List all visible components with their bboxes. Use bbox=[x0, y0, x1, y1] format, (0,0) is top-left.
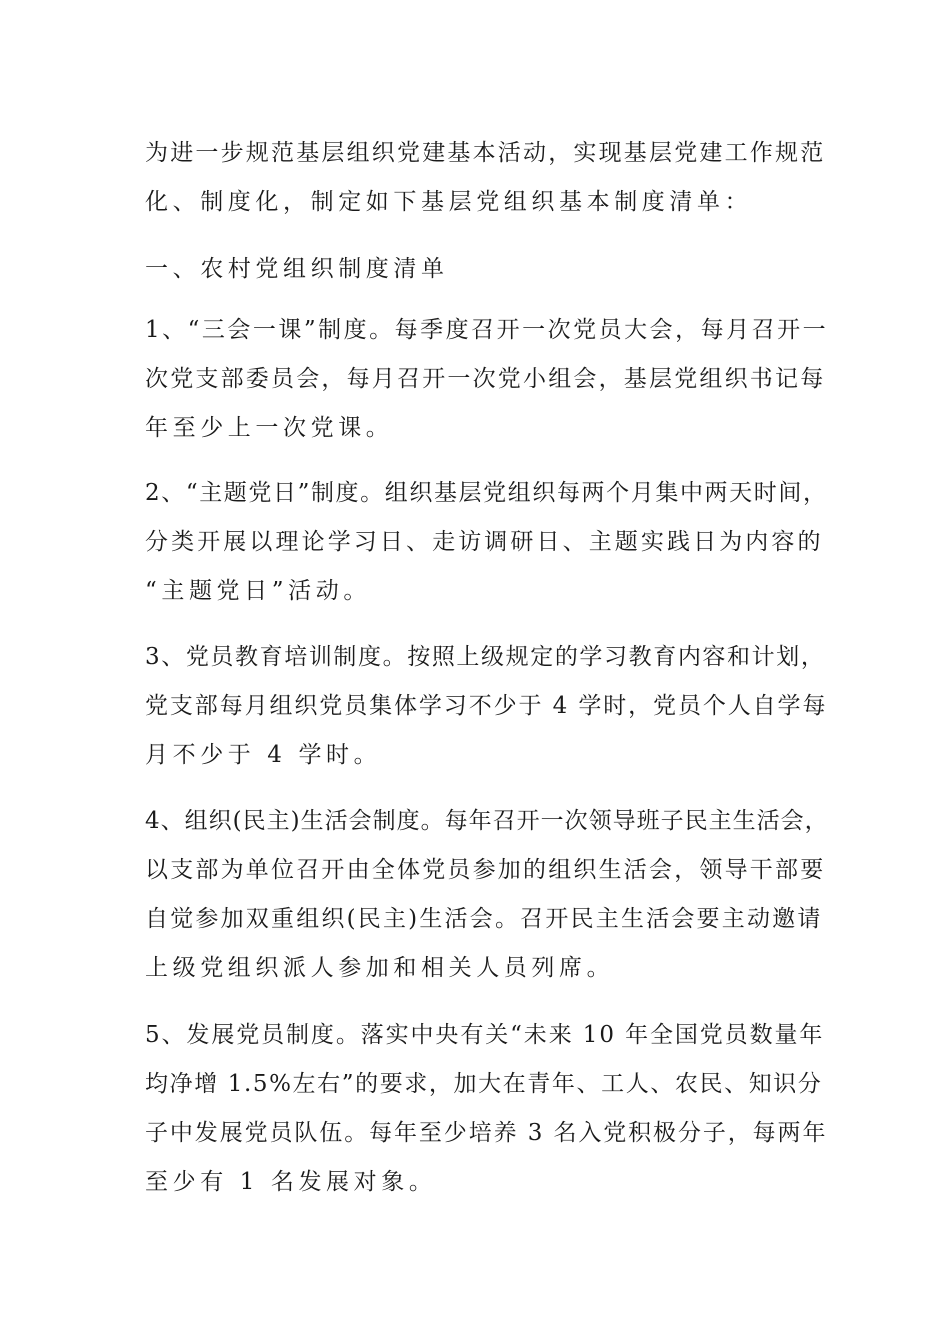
item-line: 3、党员教育培训制度。按照上级规定的学习教育内容和计划， bbox=[145, 644, 826, 670]
item-line: 4、组织(民主)生活会制度。每年召开一次领导班子民主生活会， bbox=[145, 808, 829, 834]
item-line: 至少有 1 名发展对象。 bbox=[145, 1169, 437, 1195]
section-heading: 一、农村党组织制度清单 bbox=[145, 256, 449, 282]
item-line: 次党支部委员会，每月召开一次党小组会，基层党组织书记每 bbox=[145, 366, 826, 392]
item-line: 均净增 1.5%左右”的要求，加大在青年、工人、农民、知识分 bbox=[145, 1071, 823, 1097]
intro-line: 化、制度化，制定如下基层党组织基本制度清单： bbox=[145, 189, 753, 215]
item-line: 子中发展党员队伍。每年至少培养 3 名入党积极分子，每两年 bbox=[145, 1120, 828, 1146]
item-line: “主题党日”活动。 bbox=[145, 578, 371, 604]
item-line: 以支部为单位召开由全体党员参加的组织生活会，领导干部要 bbox=[145, 857, 826, 883]
item-line: 分类开展以理论学习日、走访调研日、主题实践日为内容的 bbox=[145, 529, 824, 555]
item-line: 1、“三会一课”制度。每季度召开一次党员大会，每月召开一 bbox=[145, 317, 829, 343]
item-line: 5、发展党员制度。落实中央有关“未来 10 年全国党员数量年 bbox=[145, 1022, 825, 1048]
item-line: 自觉参加双重组织(民主)生活会。召开民主生活会要主动邀请 bbox=[145, 906, 823, 932]
item-line: 年至少上一次党课。 bbox=[145, 415, 394, 441]
item-line: 月不少于 4 学时。 bbox=[145, 742, 382, 768]
item-line: 上级党组织派人参加和相关人员列席。 bbox=[145, 955, 615, 981]
item-line: 2、“主题党日”制度。组织基层党组织每两个月集中两天时间， bbox=[145, 480, 828, 506]
intro-line: 为进一步规范基层组织党建基本活动，实现基层党建工作规范 bbox=[145, 140, 826, 166]
item-line: 党支部每月组织党员集体学习不少于 4 学时，党员个人自学每 bbox=[145, 693, 828, 719]
